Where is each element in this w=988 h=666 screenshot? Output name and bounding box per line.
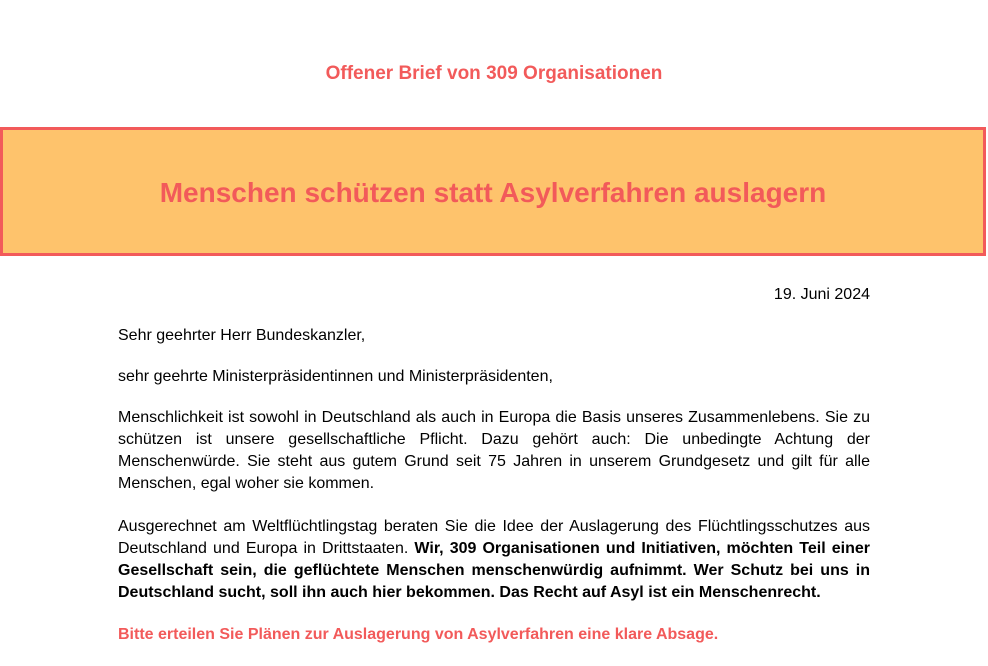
paragraph-humanity: Menschlichkeit ist sowohl in Deutschland als auch in Europa die Basis unseres Zusammenlebens. Sie zu schützen ist unsere gesellschaftliche Pflicht. Dazu gehört auch: Die unbedingte Achtung der Menschenwürde. Sie steht aus gutem Grund seit 75 Jahren in unserem Grundgesetz und gilt für alle Menschen, egal woher sie kommen. xyxy=(118,409,870,492)
letter-title: Menschen schützen statt Asylverfahren auslagern xyxy=(159,176,827,208)
letter-subtitle: Offener Brief von 309 Organisationen xyxy=(325,63,663,84)
salutation-chancellor: Sehr geehrter Herr Bundeskanzler, xyxy=(118,327,366,344)
paragraph-outsourcing-demand: Wir, 309 Organisationen und Initiativen, möchten Teil einer Gesellschaft sein, die geflüchtete Menschen menschenwürdig aufnimmt. Wer Schutz bei uns in Deutschland sucht, soll ihn auch hier bekommen. Das Recht auf Asyl ist ein Menschenrecht. xyxy=(118,540,871,601)
title-banner xyxy=(0,127,986,256)
salutation-prime-ministers: sehr geehrte Ministerpräsidentinnen und Ministerpräsidenten, xyxy=(118,368,553,385)
closing-appeal: Bitte erteilen Sie Plänen zur Auslagerung von Asylverfahren eine klare Absage. xyxy=(118,626,719,643)
letter-body xyxy=(118,325,870,666)
paragraph-outsourcing-intro: Ausgerechnet am Weltflüchtlingstag beraten Sie die Idee der Auslagerung des Flüchtlingsschutzes aus Deutschland und Europa in Drittstaaten. xyxy=(118,518,870,557)
letter-date: 19. Juni 2024 xyxy=(773,286,870,303)
paragraph-outsourcing xyxy=(118,516,870,604)
